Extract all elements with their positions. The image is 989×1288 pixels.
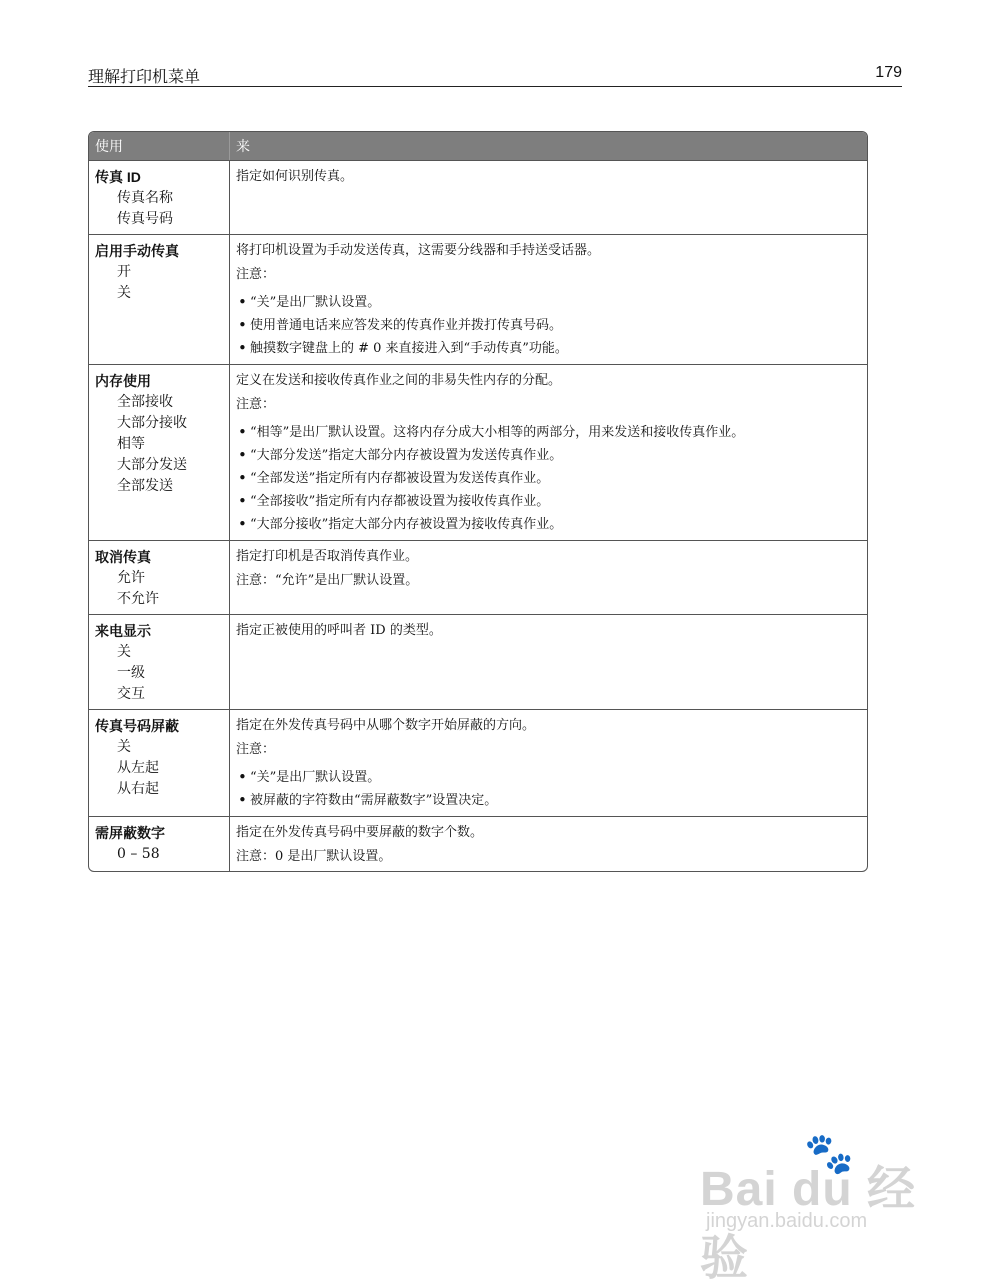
list-item: • “大部分接收”指定大部分内存被设置为接收传真作业。 (236, 513, 861, 536)
watermark-url: jingyan.baidu.com (706, 1210, 868, 1232)
note-list (236, 766, 861, 812)
menu-item-option: 从左起 (117, 760, 159, 776)
watermark (700, 1130, 940, 1285)
menu-item-option: 关 (117, 644, 131, 660)
column-header-to: 来 (236, 138, 250, 154)
menu-item-cell (89, 161, 230, 234)
menu-item-option: 大部分发送 (117, 457, 187, 473)
list-item: • “全部发送”指定所有内存都被设置为发送传真作业。 (236, 467, 861, 490)
menu-item-option: 相等 (117, 436, 145, 452)
description-cell (230, 817, 867, 871)
description-text: 指定正被使用的呼叫者 ID 的类型。 (236, 623, 442, 638)
table-row (89, 816, 867, 871)
note-text: 注意：“允许”是出厂默认设置。 (236, 573, 419, 588)
description-cell (230, 365, 867, 540)
list-item: • 被屏蔽的字符数由“需屏蔽数字”设置决定。 (236, 789, 861, 812)
page-header (88, 62, 902, 87)
note-list (236, 291, 861, 360)
table-row (89, 540, 867, 614)
table-header (89, 132, 867, 160)
menu-item-name: 启用手动传真 (95, 243, 179, 259)
description-cell (230, 235, 867, 364)
menu-item-name: 需屏蔽数字 (95, 825, 165, 841)
list-item: • “全部接收”指定所有内存都被设置为接收传真作业。 (236, 490, 861, 513)
menu-item-cell (89, 710, 230, 816)
note-text: 注意： (236, 742, 276, 757)
column-header-use: 使用 (89, 132, 230, 160)
note-list (236, 421, 861, 536)
menu-item-option: 交互 (117, 686, 145, 702)
list-item: • “相等”是出厂默认设置。这将内存分成大小相等的两部分，用来发送和接收传真作业。 (236, 421, 861, 444)
menu-item-name: 取消传真 (95, 549, 151, 565)
menu-table (88, 131, 868, 872)
list-item: • 触摸数字键盘上的 # 0 来直接进入到“手动传真”功能。 (236, 337, 861, 360)
description-text: 定义在发送和接收传真作业之间的非易失性内存的分配。 (236, 373, 562, 388)
menu-item-option: 不允许 (117, 591, 159, 607)
description-text: 指定打印机是否取消传真作业。 (236, 549, 419, 564)
menu-item-name: 传真 ID (95, 169, 141, 185)
menu-item-option: 全部发送 (117, 478, 173, 494)
table-row (89, 234, 867, 364)
menu-item-option: 关 (117, 739, 131, 755)
table-row (89, 709, 867, 816)
menu-item-name: 来电显示 (95, 623, 151, 639)
description-text: 指定在外发传真号码中要屏蔽的数字个数。 (236, 825, 484, 840)
list-item: • 使用普通电话来应答发来的传真作业并拨打传真号码。 (236, 314, 861, 337)
description-cell (230, 541, 867, 614)
table-row (89, 364, 867, 540)
description-text: 指定在外发传真号码中从哪个数字开始屏蔽的方向。 (236, 718, 536, 733)
note-text: 注意：0 是出厂默认设置。 (236, 849, 392, 864)
menu-item-name: 传真号码屏蔽 (95, 718, 179, 734)
page-number: 179 (875, 64, 902, 81)
description-text: 指定如何识别传真。 (236, 169, 354, 184)
table-body (89, 160, 867, 871)
menu-item-cell (89, 541, 230, 614)
menu-item-option: 0 – 58 (117, 846, 160, 862)
menu-item-option: 全部接收 (117, 394, 173, 410)
description-cell (230, 615, 867, 709)
table-row (89, 614, 867, 709)
menu-item-option: 大部分接收 (117, 415, 187, 431)
menu-item-option: 传真号码 (117, 211, 173, 227)
menu-item-option: 传真名称 (117, 190, 173, 206)
menu-item-cell (89, 365, 230, 540)
description-text: 将打印机设置为手动发送传真，这需要分线器和手持送受话器。 (236, 243, 601, 258)
menu-item-option: 关 (117, 285, 131, 301)
paw-icon: 🐾 (804, 1132, 854, 1176)
page-title: 理解打印机菜单 (88, 67, 201, 86)
list-item: • “关”是出厂默认设置。 (236, 766, 861, 789)
menu-item-option: 一级 (117, 665, 145, 681)
note-text: 注意： (236, 397, 276, 412)
menu-item-name: 内存使用 (95, 373, 151, 389)
menu-item-option: 从右起 (117, 781, 159, 797)
table-row (89, 160, 867, 234)
menu-item-cell (89, 235, 230, 364)
menu-item-cell (89, 615, 230, 709)
note-text: 注意： (236, 267, 276, 282)
menu-item-cell (89, 817, 230, 871)
description-cell (230, 161, 867, 234)
menu-item-option: 开 (117, 264, 131, 280)
description-cell (230, 710, 867, 816)
menu-item-option: 允许 (117, 570, 145, 586)
watermark-brand: Bai du 经验 (700, 1163, 917, 1285)
list-item: • “关”是出厂默认设置。 (236, 291, 861, 314)
list-item: • “大部分发送”指定大部分内存被设置为发送传真作业。 (236, 444, 861, 467)
